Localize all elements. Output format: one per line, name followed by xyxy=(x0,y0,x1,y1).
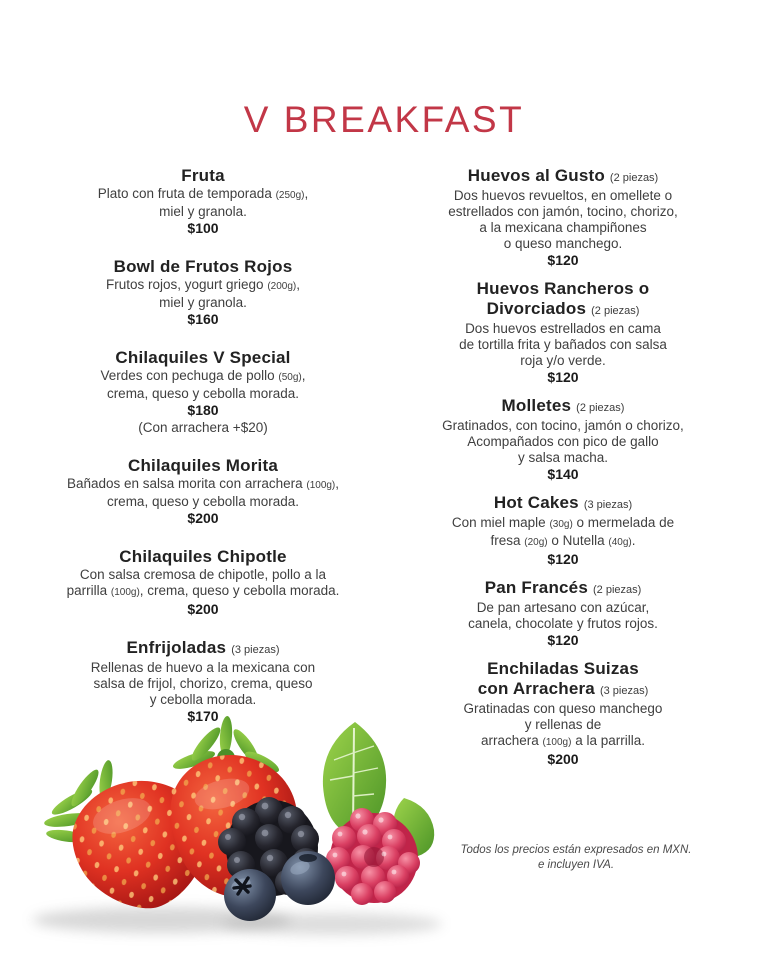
desc-segment: miel y granola. xyxy=(159,204,247,219)
desc-segment: Verdes con pechuga de pollo xyxy=(100,368,279,383)
desc-segment: estrellados con jamón, tocino, chorizo, xyxy=(448,204,678,219)
menu-column-left xyxy=(36,166,370,778)
item-name xyxy=(396,659,730,701)
item-name-text: con Arrachera xyxy=(477,679,595,698)
item-price: $120 xyxy=(547,252,579,268)
item-description-line xyxy=(36,277,370,295)
item-description-line xyxy=(396,616,730,632)
desc-segment: (100g) xyxy=(306,480,336,491)
item-name-text: Enfrijoladas xyxy=(126,638,227,657)
desc-segment: (100g) xyxy=(542,737,572,748)
berries-image xyxy=(22,708,462,958)
desc-segment: , crema, queso y cebolla morada. xyxy=(139,583,340,598)
desc-segment: y rellenas de xyxy=(524,717,602,732)
item-description-line xyxy=(396,450,730,466)
desc-segment: a la mexicana champiñones xyxy=(479,220,647,235)
desc-segment: miel y granola. xyxy=(159,295,247,310)
item-description-line xyxy=(396,515,730,533)
item-description-line xyxy=(36,386,370,402)
desc-segment: Con salsa cremosa de chipotle, pollo a la xyxy=(79,567,327,582)
item-name-text: Chilaquiles Chipotle xyxy=(119,547,287,566)
price-disclaimer xyxy=(400,843,752,873)
blueberry-front xyxy=(224,869,276,921)
item-description-line xyxy=(36,186,370,204)
item-description-line xyxy=(396,188,730,204)
item-price: $120 xyxy=(547,551,579,567)
desc-segment: crema, queso y cebolla morada. xyxy=(106,494,300,509)
item-name xyxy=(396,166,730,188)
desc-segment: fresa xyxy=(490,533,525,548)
item-qualifier: (2 piezas) xyxy=(576,402,625,414)
menu-item xyxy=(36,257,370,328)
item-name xyxy=(36,257,370,277)
desc-segment: (100g) xyxy=(110,587,140,598)
item-name-text: Fruta xyxy=(181,166,225,185)
menu-item xyxy=(396,396,730,483)
item-description-line xyxy=(36,692,370,708)
item-name-text: Huevos al Gusto xyxy=(467,166,605,185)
item-qualifier: (2 piezas) xyxy=(593,584,642,596)
item-description-line xyxy=(36,295,370,311)
desc-segment: Frutos rojos, yogurt griego xyxy=(106,277,268,292)
item-note: (Con arrachera +$20) xyxy=(138,420,268,435)
menu-item xyxy=(396,166,730,269)
menu-item xyxy=(396,578,730,649)
item-name xyxy=(36,547,370,567)
menu-item xyxy=(36,166,370,237)
item-name xyxy=(36,348,370,368)
desc-segment: y cebolla morada. xyxy=(149,692,257,707)
menu-columns xyxy=(0,166,768,778)
item-description-line xyxy=(396,236,730,252)
desc-segment: o mermelada de xyxy=(572,515,675,530)
item-name xyxy=(36,456,370,476)
item-price: $120 xyxy=(547,632,579,648)
item-price: $200 xyxy=(187,510,219,526)
item-description-line xyxy=(36,583,370,601)
desc-segment: (40g) xyxy=(608,537,632,548)
item-name-text: Divorciados xyxy=(486,299,587,318)
price-disclaimer-line: Todos los precios están expresados en MXN. xyxy=(460,844,692,856)
desc-segment: de tortilla frita y bañados con salsa xyxy=(459,337,667,352)
item-price: $120 xyxy=(547,369,579,385)
item-name-text: Enchiladas Suizas xyxy=(487,659,639,678)
item-description-line xyxy=(36,368,370,386)
item-name-line xyxy=(36,348,370,368)
menu-item xyxy=(36,348,370,436)
desc-segment: Bañados en salsa morita con arrachera xyxy=(66,476,307,491)
price-disclaimer-line: e incluyen IVA. xyxy=(537,859,615,871)
desc-segment: , xyxy=(335,476,340,491)
menu-column-right xyxy=(396,166,730,778)
item-qualifier: (2 piezas) xyxy=(591,305,640,317)
item-name-line xyxy=(36,257,370,277)
item-name-text: Molletes xyxy=(501,396,572,415)
desc-segment: Plato con fruta de temporada xyxy=(97,186,276,201)
desc-segment: Gratinadas con queso manchego xyxy=(463,701,663,716)
item-name-text: Hot Cakes xyxy=(493,493,579,512)
item-name-line xyxy=(396,679,730,701)
desc-segment: salsa de frijol, chorizo, crema, queso xyxy=(93,676,313,691)
desc-segment: (250g) xyxy=(275,190,305,201)
item-price: $100 xyxy=(187,220,219,236)
item-description-line xyxy=(396,600,730,616)
item-name-text: Huevos Rancheros o xyxy=(476,279,650,298)
item-description-line xyxy=(396,434,730,450)
desc-segment: (30g) xyxy=(549,519,573,530)
desc-segment: Rellenas de huevo a la mexicana con xyxy=(90,660,316,675)
item-name-line xyxy=(396,166,730,188)
item-price: $160 xyxy=(187,311,219,327)
desc-segment: (200g) xyxy=(267,281,297,292)
item-description-line xyxy=(36,476,370,494)
desc-segment: , xyxy=(304,186,309,201)
item-name-line xyxy=(396,396,730,418)
desc-segment: a la parrilla. xyxy=(571,733,645,748)
item-qualifier: (3 piezas) xyxy=(231,644,280,656)
item-name-line xyxy=(36,456,370,476)
item-name-line xyxy=(396,493,730,515)
menu-item xyxy=(36,547,370,618)
item-name xyxy=(396,396,730,418)
item-price: $170 xyxy=(187,708,219,724)
desc-segment: , xyxy=(301,368,306,383)
menu-item xyxy=(396,493,730,568)
item-name-text: Pan Francés xyxy=(484,578,588,597)
item-description-line xyxy=(396,321,730,337)
item-description-line xyxy=(396,353,730,369)
item-description-line xyxy=(36,660,370,676)
desc-segment: Acompañados con pico de gallo xyxy=(467,434,659,449)
item-name-text: Chilaquiles V Special xyxy=(115,348,291,367)
item-name-line xyxy=(396,578,730,600)
item-name-line xyxy=(36,638,370,660)
desc-segment: Dos huevos revueltos, en omellete o xyxy=(453,188,673,203)
item-name-line xyxy=(396,659,730,679)
item-name xyxy=(396,578,730,600)
desc-segment: (50g) xyxy=(278,372,302,383)
item-description-line xyxy=(36,676,370,692)
item-name-text: Bowl de Frutos Rojos xyxy=(113,257,293,276)
item-name-line xyxy=(396,299,730,321)
item-price: $200 xyxy=(547,751,579,767)
item-qualifier: (3 piezas) xyxy=(583,499,633,511)
item-description-line xyxy=(36,567,370,583)
item-description-line xyxy=(36,204,370,220)
menu-item xyxy=(396,279,730,386)
desc-segment: o Nutella xyxy=(547,533,609,548)
page-title: V BREAKFAST xyxy=(243,98,525,140)
item-name-text: Chilaquiles Morita xyxy=(127,456,278,475)
desc-segment: Gratinados, con tocino, jamón o chorizo, xyxy=(442,418,684,433)
berries-illustration xyxy=(22,708,462,958)
item-name xyxy=(36,166,370,186)
item-qualifier: (2 piezas) xyxy=(609,172,659,184)
item-description-line xyxy=(396,418,730,434)
item-name xyxy=(396,493,730,515)
menu-item xyxy=(36,456,370,527)
item-name-line xyxy=(396,279,730,299)
item-description-line xyxy=(396,220,730,236)
item-name-line xyxy=(36,547,370,567)
desc-segment: roja y/o verde. xyxy=(520,353,606,368)
desc-segment: (20g) xyxy=(524,537,548,548)
item-description-line xyxy=(396,337,730,353)
item-name xyxy=(36,638,370,660)
desc-segment: y salsa macha. xyxy=(517,450,609,465)
desc-segment: crema, queso y cebolla morada. xyxy=(106,386,300,401)
item-qualifier: (3 piezas) xyxy=(599,685,649,697)
desc-segment: Dos huevos estrellados en cama xyxy=(465,321,661,336)
desc-segment: canela, chocolate y frutos rojos. xyxy=(468,616,658,631)
desc-segment: . xyxy=(631,533,636,548)
item-name xyxy=(396,279,730,321)
item-price: $200 xyxy=(187,601,219,617)
item-price: $140 xyxy=(547,466,579,482)
item-description-line xyxy=(36,494,370,510)
desc-segment: arrachera xyxy=(481,733,543,748)
desc-segment: Con miel maple xyxy=(451,515,550,530)
item-price: $180 xyxy=(187,402,219,418)
item-description-line xyxy=(396,204,730,220)
desc-segment: De pan artesano con azúcar, xyxy=(476,600,650,615)
blueberry-back xyxy=(281,851,335,905)
desc-segment: o queso manchego. xyxy=(503,236,623,251)
desc-segment: , xyxy=(296,277,300,292)
item-name-line xyxy=(36,166,370,186)
desc-segment: parrilla xyxy=(66,583,111,598)
item-description-line xyxy=(396,533,730,551)
